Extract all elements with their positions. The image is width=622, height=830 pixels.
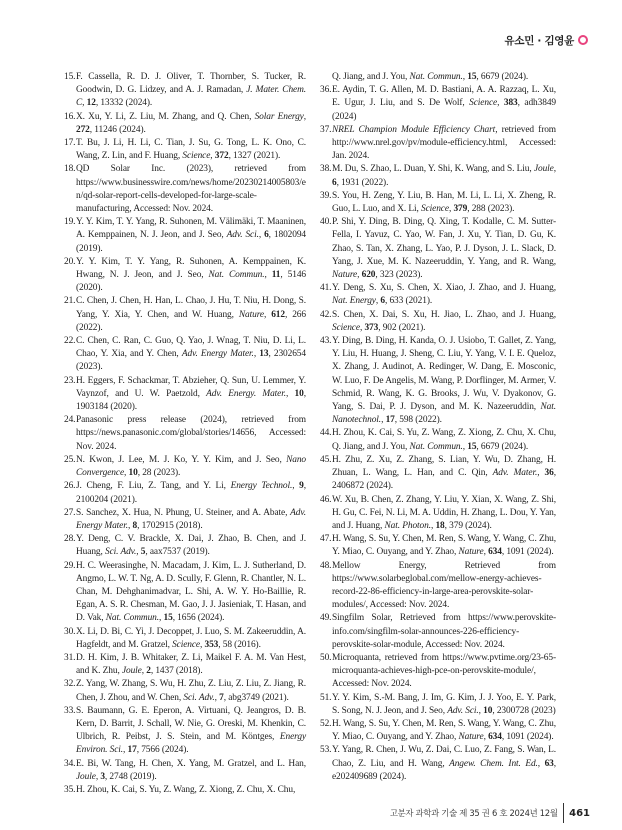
reference-text: , abg3749 (2021). [223,692,289,703]
reference-text: , [381,415,386,426]
reference-item [320,309,556,335]
reference-number: 29. [64,560,76,571]
reference-text: , [200,639,205,650]
reference-number: 53. [320,745,332,756]
reference-item [320,190,556,216]
reference-text: , 7566 (2024). [136,745,189,756]
reference-text: , 2302654 (2023). [76,349,306,373]
reference-item [320,560,556,613]
journal-title: Adv. Sci. [447,705,479,716]
journal-title: Nat. Commun. [409,441,463,452]
reference-text: , 2300728 (2023) [492,705,556,716]
reference-text: E. Aydin, T. G. Allen, M. D. Bastiani, A. A. Razzaq, L. Xu, E. Ugur, J. Liu, and S. De Wolf, [332,85,556,109]
volume-number: 8 [132,520,138,531]
header-authors: 유소민 · 김영윤 [504,35,574,47]
journal-title: Joule [76,771,96,782]
reference-text: , [286,388,295,399]
reference-text: , 1802094 (2019). [76,230,307,254]
reference-number: 44. [320,428,332,439]
reference-text: QD Solar Inc. (2023), retrieved from https://www.businesswire.com/news/home/20230214005803/en/qd-solar-report-cells-developed-for-large-scale-manufacturing, Accessed: Nov. 2024. [76,164,306,215]
reference-text: F. Cassella, R. D. J. Oliver, T. Thornber, S. Tucker, R. Goodwin, D. G. Lidzey, and A. J. Ramadan, [76,72,306,96]
reference-text: , 379 (2024). [444,520,492,531]
reference-text: , 902 (2021). [378,322,426,333]
reference-text: , [253,349,260,360]
reference-text: , retrieved from http://www.nrel.gov/pv/module-efficiency.html, Accessed: Jan. 2024. [332,124,556,162]
reference-text: Y. Y. Kim, T. Y. Yang, R. Suhonen, M. Välimäki, T. Maaninen, A. Kemppainen, N. J. Jeon, and J. Seo, [76,217,306,241]
reference-text: S. Chen, X. Dai, S. Xu, H. Jiao, L. Zhao, and J. Huang, [332,309,556,320]
journal-title: Nat. Commun. [208,270,265,281]
reference-number: 45. [320,454,332,465]
reference-text: , [483,732,489,743]
reference-text: , [537,468,545,479]
reference-text: Mellow Energy, Retrieved from https://www.solarbeglobal.com/mellow-energy-achieves-record-22-86-efficiency-in-large-area-perovskite-solar-modules/, Accessed: Nov. 2024. [332,560,556,611]
reference-item [64,335,306,375]
journal-title: Science [172,639,200,650]
reference-number: 41. [320,283,332,294]
reference-item [64,784,306,797]
reference-number: 48. [320,560,332,571]
volume-number: 634 [488,547,502,558]
reference-item [320,84,556,124]
reference-text: D. H. Kim, J. B. Whitaker, Z. Li, Maikel F. A. M. Van Hest, and K. Zhu, [76,652,306,677]
reference-text: , 2100204 (2021). [76,481,306,505]
reference-item [320,71,556,84]
journal-title: Adv. Energy Mater. [181,349,254,360]
reference-number: 19. [64,217,76,228]
volume-number: 272 [76,124,90,135]
reference-number: 17. [64,138,76,149]
reference-number: 49. [320,613,332,624]
reference-text: Microquanta, retrieved from https://www.pvtime.org/23-65-microquanta-achieves-high-pce-on-perovskite-module/, Accessed: Nov. 2024. [332,652,556,690]
reference-text: , 2406872 (2024). [332,468,556,492]
reference-item [64,295,306,335]
reference-text: , [124,468,129,479]
reference-text: S. Sanchez, X. Hua, N. Phung, U. Steiner, and A. Abate, [76,507,291,518]
journal-title: Nat. Nanotechnol. [332,402,556,426]
reference-number: 43. [320,336,332,347]
reference-text: W. Xu, B. Chen, Z. Zhang, Y. Liu, Y. Xian, X. Wang, Z. Shi, H. Gu, C. Fei, N. Li, M. A. Uddin, H. Zhang, L. Dou, Y. Yan, and J. Huang, [332,494,556,531]
reference-item [320,427,556,453]
reference-text: , [462,441,468,452]
volume-number: 15 [163,613,173,624]
reference-text: H. Zhou, K. Cai, S. Yu, Z. Wang, Z. Xiong, Z. Chu, X. Chu, [76,784,296,795]
reference-text: , [430,520,436,531]
volume-number: 2 [146,666,151,677]
reference-item [320,652,556,692]
reference-text: , [292,481,300,492]
reference-number: 21. [64,296,76,307]
reference-text: Singfilm Solar, Retrieved from https://www.perovskite-info.com/singfilm-solar-announces-226-efficiency-perovskite-solar-module, Accessed: Nov. 2024. [332,613,556,650]
journal-title: Solar Energy [254,111,304,122]
reference-item [64,560,306,626]
reference-text: , 28 (2023). [137,468,181,479]
reference-text: , [359,322,365,333]
reference-text: , [82,98,87,109]
reference-text: X. Xu, Y. Li, Z. Liu, M. Zhang, and Q. Chen, [76,111,255,122]
reference-item [320,124,556,164]
reference-text: N. Kwon, J. Lee, M. J. Ko, Y. Y. Kim, and J. Seo, [76,454,287,465]
reference-item [320,282,556,308]
reference-text: S. You, H. Zeng, Y. Liu, B. Han, M. Li, L. Li, X. Zheng, R. Guo, L. Luo, and X. Li, [332,190,556,215]
reference-number: 37. [320,124,332,135]
page-content [64,71,590,823]
reference-number: 27. [64,507,76,518]
reference-text: Y. Deng, S. Xu, S. Chen, X. Xiao, J. Zhao, and J. Huang, [332,283,556,294]
reference-number: 50. [320,652,332,663]
reference-number: 30. [64,626,76,637]
reference-text: , 288 (2023). [467,204,515,215]
reference-text: , [214,692,220,703]
reference-item [320,454,556,494]
journal-title: Angew. Chem. Int. Ed. [449,758,538,769]
reference-item [64,71,306,111]
volume-number: 620 [361,270,376,281]
reference-item [320,744,556,784]
journal-title: Science [469,98,498,109]
journal-title: J. Mater. Chem. C [76,85,307,109]
reference-item [320,216,556,282]
reference-number: 33. [64,705,76,716]
volume-number: 6 [332,177,337,188]
reference-text: , [448,204,454,215]
reference-number: 28. [64,534,76,545]
reference-text: , [553,164,556,175]
journal-title: Energy Environ. Sci. [76,732,306,756]
reference-text: , 1931 (2022). [336,177,389,188]
volume-number: 353 [204,639,219,650]
reference-item [64,533,306,559]
reference-item [320,163,556,189]
reference-text: , 5146 (2020). [76,270,306,294]
reference-text: T. Bu, J. Li, H. Li, C. Tian, J. Su, G. Tong, L. K. Ono, C. Wang, Z. Lin, and F. Huang, [76,138,306,162]
reference-number: 51. [320,692,332,703]
volume-number: 36 [544,468,554,479]
journal-title: Nat. Commun. [409,72,463,82]
volume-number: 63 [544,758,554,769]
reference-item [64,507,306,533]
reference-item [320,718,556,744]
reference-text: , 13332 (2024). [95,98,153,109]
reference-number: 22. [64,336,76,347]
reference-text: , 633 (2021). [384,296,433,307]
volume-number: 15 [467,72,477,82]
reference-item [320,692,556,718]
reference-text: Y. Yang, R. Chen, J. Wu, Z. Dai, C. Luo, Z. Fang, S. Wan, L. Chao, Z. Liu, and H. Wang, [332,745,556,769]
reference-item [320,612,556,652]
volume-number: 10 [128,468,138,479]
references-left-column [64,71,306,797]
reference-text: , adh3849 (2024) [332,98,556,122]
reference-text: S. Baumann, G. E. Eperon, A. Virtuani, Q. Jeangros, D. B. Kern, D. Barrit, J. Schall, W. Nie, G. Oreski, M. Khenkin, C. Ulbrich, R. Peibst, J. S. Stein, and M. Köntges, [76,705,306,743]
reference-number: 47. [320,534,332,545]
reference-text: , [483,547,489,558]
journal-title: Nat. Commun. [105,613,159,624]
journal-title: Nano Convergence [76,454,306,479]
reference-number: 18. [64,164,76,175]
reference-item [64,678,306,704]
reference-item [64,256,306,296]
reference-text: , [375,296,381,307]
reference-text: H. Zhu, Z. Xu, Z. Zhang, S. Lian, Y. Wu, D. Zhang, H. Zhuan, L. Wang, L. Han, and C. Qin, [332,454,556,479]
reference-text: , 1091 (2024). [501,732,554,743]
reference-number: 35. [64,784,76,795]
reference-text: X. Li, D. Bi, C. Yi, J. Decoppet, J. Luo, S. M. Zakeeruddin, A. Hagfeldt, and M. Gratzel, [76,626,306,650]
reference-text: , [263,309,272,320]
reference-text: H. Zhou, K. Cai, S. Yu, Z. Wang, Z. Xiong, Z. Chu, X. Chu, Q. Jiang, and J. You, [332,428,556,452]
reference-text: P. Shi, Y. Ding, B. Ding, Q. Xing, T. Kodalle, C. M. Sutter-Fella, I. Yavuz, C. Yao, W. Fan, J. Xu, Y. Tian, D. Gu, K. Zhao, S. Tan, X. Zhang, L. Yao, P. J. Dyson, J. L. Slack, D. Yang, J. Xue, M. K. Nazeeruddin, Y. Yang, and R. Wang, [332,217,556,267]
reference-item [64,163,306,216]
reference-number: 34. [64,758,76,769]
reference-text: , [210,151,215,162]
volume-number: 10 [294,388,304,399]
reference-text: Panasonic press release (2024), retrieved from https://news.panasonic.com/global/stories/14656, Accessed: Nov. 2024. [76,415,306,452]
reference-text: , [127,520,133,531]
journal-title: Science [182,151,211,162]
reference-item [320,494,556,534]
reference-text: H. Wang, S. Su, Y. Chen, M. Ren, S. Wang, Y. Wang, C. Zhu, Y. Miao, C. Ouyang, and Y. Zhao, [332,534,556,558]
volume-number: 13 [259,349,269,360]
journal-title: Nature [458,547,484,558]
reference-text: , 58 (2016). [218,639,261,650]
reference-text: , [497,98,504,109]
reference-text: , [159,613,164,624]
reference-text: M. Du, S. Zhao, L. Duan, Y. Shi, K. Wang, and S. Liu, [332,164,534,175]
reference-text: E. Bi, W. Tang, H. Chen, X. Yang, M. Gratzel, and L. Han, [76,758,306,769]
reference-number: 36. [320,85,332,96]
reference-text: , [303,111,306,122]
reference-text: , [95,771,101,782]
journal-title: Sci. Adv. [183,692,215,703]
reference-text: , 6679 (2024). [476,441,529,452]
volume-number: 6 [264,230,269,241]
reference-item [320,533,556,559]
volume-number: 17 [127,745,137,756]
reference-text: , [462,72,468,82]
reference-number: 16. [64,111,76,122]
reference-number: 26. [64,481,76,492]
reference-text: Z. Yang, W. Zhang, S. Wu, H. Zhu, Z. Liu, Z. Liu, Z. Jiang, R. Chen, J. Zhou, and W. Chen, [76,679,306,703]
reference-number: 32. [64,679,76,690]
journal-title: Energy Technol. [230,481,293,492]
volume-number: 634 [488,732,502,743]
page-footer [64,803,590,823]
reference-text: , [264,270,272,281]
reference-text: , [141,666,147,677]
volume-number: 6 [380,296,385,307]
reference-text: , [537,758,545,769]
volume-number: 18 [435,520,445,531]
volume-number: 379 [453,204,468,215]
journal-title: NREL Champion Module Efficiency Chart [332,124,496,135]
reference-number: 23. [64,375,76,386]
volume-number: 612 [271,309,285,320]
references-columns [64,71,556,797]
volume-number: 15 [467,441,477,452]
reference-text: Y. Deng, C. V. Brackle, X. Dai, J. Zhao, B. Chen, and J. Huang, [76,534,306,558]
reference-text: C. Chen, J. Chen, H. Han, L. Chao, J. Hu, T. Niu, H. Dong, S. Yang, Y. Xia, Y. Chen, and W. Huang, [76,296,306,320]
reference-text: C. Chen, C. Ran, C. Guo, Q. Yao, J. Wnag, T. Niu, D. Li, L. Chao, Y. Xia, and Y. Chen, [76,336,306,360]
reference-item [64,216,306,256]
reference-text: , [123,745,128,756]
reference-item [64,705,306,758]
reference-text: , [258,230,265,241]
reference-number: 40. [320,217,332,228]
volume-number: 12 [86,98,96,109]
reference-number: 39. [320,190,332,201]
journal-title: Joule [121,666,142,677]
reference-number: 25. [64,454,76,465]
reference-text: H. Wang, S. Su, Y. Chen, M. Ren, S. Wang, Y. Wang, C. Zhu, Y. Miao, C. Ouyang, and Y. Zhao, [332,718,556,743]
reference-number: 38. [320,164,332,175]
reference-text: , 11246 (2024). [89,124,146,135]
reference-item [64,375,306,415]
reference-number: 20. [64,256,76,267]
reference-text: , 2748 (2019). [104,771,157,782]
reference-number: 15. [64,72,76,82]
footer-journal: 고분자 과학과 기술 제 35 권 6 호 2024년 12월 [389,808,558,819]
reference-text: , 1327 (2021). [228,151,281,162]
reference-number: 24. [64,415,76,426]
page-number: 461 [569,807,590,819]
reference-item [64,137,306,163]
footer-divider [563,803,565,823]
journal-title: Science [421,204,449,215]
circle-icon [578,35,588,45]
volume-number: 372 [214,151,229,162]
reference-text: , 1702915 (2018). [137,520,203,531]
volume-number: 383 [503,98,518,109]
journal-title: Joule [533,164,554,175]
reference-number: 31. [64,652,76,663]
reference-text: , 6679 (2024). [476,72,529,82]
reference-text: Y. Ding, B. Ding, H. Kanda, O. J. Usiobo, T. Gallet, Z. Yang, Y. Liu, H. Huang, J. Sheng, C. Liu, Y. Yang, V. I. E. Queloz, X. Zhang, J. Audinot, A. Redinger, W. Dang, E. Mosconic, W. Luo, F. De Angelis, M. Wang, P. Dorflinger, M. Armer, V. Schmid, R. Wang, K. G. Brooks, J. Wu, V. Dyakonov, G. Yang, S. Dai, P. J. Dyson, and M. K. Nazeeruddin, [332,336,556,413]
reference-text: , aax7537 (2019). [145,547,210,558]
journal-title: Nature [238,309,264,320]
journal-title: Nature [332,270,358,281]
journal-title: Adv. Energy Mater. [76,507,306,531]
reference-item [320,335,556,427]
reference-item [64,454,306,480]
volume-number: 373 [364,322,379,333]
reference-text: Y. Y. Kim, T. Y. Yang, R. Suhonen, A. Kemppainen, K. Hwang, N. J. Jeon, and J. Seo, [76,256,306,281]
volume-number: 7 [219,692,224,703]
reference-text: J. Cheng, F. Liu, Z. Tang, and Y. Li, [76,481,231,492]
reference-text: , [136,547,141,558]
reference-text: , [357,270,362,281]
reference-text: , 1437 (2018). [150,666,203,677]
journal-title: Sci. Adv. [104,547,137,558]
journal-title: Adv. Energy. Mater. [206,388,286,399]
journal-title: Nat. Photon. [384,520,431,531]
reference-text: , 1656 (2024). [172,613,225,624]
reference-number: 52. [320,718,332,729]
reference-text: H. Eggers, F. Schackmar, T. Abzieher, Q. Sun, U. Lemmer, Y. Vaynzof, and U. W. Paetzold, [76,375,306,399]
volume-number: 11 [271,270,281,281]
volume-number: 9 [299,481,304,492]
reference-text: , 266 (2022). [76,309,306,333]
journal-title: Adv. Mater. [492,468,538,479]
reference-text: , [478,705,484,716]
reference-item [64,626,306,652]
reference-item [64,111,306,137]
reference-item [64,758,306,784]
reference-text: Q. Jiang, and J. You, [332,72,410,82]
reference-text: , 1091 (2024). [501,547,554,558]
journal-title: Science [332,322,360,333]
journal-title: Nature [458,732,484,743]
reference-text: Y. Y. Kim, S.-M. Bang, J. Im, G. Kim, J. J. Yoo, E. Y. Park, S. Song, N. J. Jeon, and J. Seo, [332,692,556,716]
volume-number: 17 [385,415,395,426]
reference-text: , 323 (2023). [375,270,423,281]
reference-number: 42. [320,309,332,320]
reference-number: 46. [320,494,332,505]
reference-text: , 1903184 (2020). [76,388,306,413]
reference-item [64,652,306,678]
reference-item [64,480,306,506]
volume-number: 5 [140,547,146,558]
reference-text: , 598 (2022). [394,415,442,426]
volume-number: 3 [100,771,105,782]
references-right-column [320,71,556,784]
volume-number: 10 [483,705,493,716]
journal-title: Nat. Energy [332,296,376,307]
journal-title: Adv. Sci. [226,230,259,241]
reference-text: H. C. Weerasinghe, N. Macadam, J. Kim, L. J. Sutherland, D. Angmo, L. W. T. Ng, A. D. Scully, F. Glenn, R. Chantler, N. L. Chan, M. Dehghanimadvar, L. Shi, A. W. Y. Ho-Baillie, R. Egan, A. S. R. Chesman, M. Gao, J. J. Jasieniak, T. Hasan, and D. Vak, [76,560,306,624]
reference-text: , e202409689 (2024). [332,758,556,782]
reference-item [64,414,306,454]
